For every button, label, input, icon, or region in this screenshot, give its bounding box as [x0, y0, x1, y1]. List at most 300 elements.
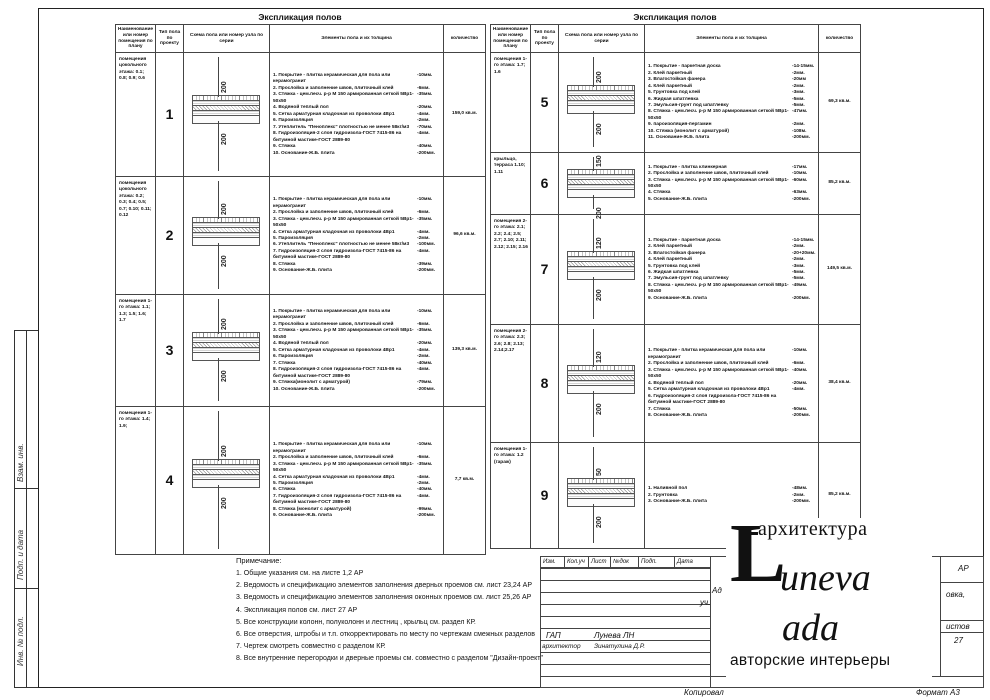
dimension-top: 150 — [596, 155, 603, 167]
layer-thickness: -20мм — [792, 77, 807, 83]
rev-col-header: Изм. — [541, 557, 565, 568]
dimension-top: 200 — [221, 445, 228, 457]
dimension-line — [218, 121, 219, 171]
layer-name: 6. Пароизоляция — [273, 118, 313, 124]
layer-name: 3. Влагостойкая фанера — [648, 77, 706, 83]
floor-layers-cell — [645, 215, 819, 325]
layer-thickness: -35мм. — [417, 461, 433, 467]
floor-layers-cell — [645, 53, 819, 153]
rev-col-header: Кол.уч — [565, 557, 589, 568]
layer-name: 2. Прослойка и заполнение швов, плиточный клей — [273, 85, 394, 91]
architect-name: Зинатулина Д.Р. — [594, 643, 646, 650]
dimension-line — [593, 329, 594, 367]
slab-band — [567, 385, 635, 394]
layer-name: 7. Эмульсия-грунт под шпатлевку — [648, 276, 729, 282]
note-item: 5. Все конструкции колонн, полуколонн и лестниц , крыльц см. раздел КР. — [236, 618, 476, 626]
layer-name: 5. Пароизоляция — [273, 236, 313, 241]
dimension-line — [593, 111, 594, 147]
layer-thickness: -14-15мм. — [792, 237, 815, 243]
layer-item — [648, 394, 816, 407]
slab-band — [567, 498, 635, 507]
address-partial-2: уч. — [700, 598, 711, 607]
layer-thickness: -200мм. — [792, 135, 811, 141]
table-row — [116, 407, 486, 555]
architect-label: архитектор — [542, 643, 581, 650]
note-item: 3. Ведомость и спецификацию элементов заполнения оконных проемов см. лист 25,26 АР — [236, 594, 532, 602]
floor-layers-cell — [270, 407, 444, 555]
gap-label: ГАП — [546, 631, 561, 640]
layer-thickness: -2мм. — [792, 244, 805, 250]
floor-type-cell: 4 — [156, 407, 184, 555]
dimension-line — [218, 299, 219, 334]
layer-thickness: -3мм. — [792, 90, 805, 96]
table-header-cell: Тип пола по проекту — [156, 25, 184, 53]
floor-layers-cell — [270, 295, 444, 407]
quantity-cell: 96,6 кв.м. — [444, 177, 486, 295]
slab-band — [567, 189, 635, 198]
layer-thickness: -60мм. — [792, 177, 808, 183]
layer-item — [648, 348, 816, 361]
table-row — [116, 295, 486, 407]
title-block-rev-table — [540, 556, 711, 568]
quantity-cell: 38,4 кв.м. — [819, 325, 861, 443]
layer-name: 1. Наливной пол — [648, 486, 688, 492]
layer-thickness: -2мм. — [417, 354, 430, 360]
floor-scheme-cell — [184, 407, 270, 555]
layer-name: 4. Водяной теплый пол — [273, 105, 329, 111]
layer-item — [648, 296, 816, 302]
layer-name: 6. Пароизоляция — [273, 354, 313, 360]
layer-name: 3. Стяжка - цем.песч. р-р М 150 армированная сеткой 5Вр1-50х50 — [273, 328, 414, 340]
floor-type-cell: 7 — [531, 215, 559, 325]
dimension-line — [218, 181, 219, 219]
layer-thickness: -20+20мм. — [792, 250, 816, 256]
layer-item — [273, 92, 441, 105]
dimension-bottom: 200 — [221, 255, 228, 267]
layer-thickness: -10мм. — [417, 72, 433, 78]
table-header-cell: Тип пола по проекту — [531, 25, 559, 53]
layer-name: 3. Стяжка - цем.песч. р-р М 150 армированная сеткой 5Вр1-50х50 — [273, 216, 414, 229]
layer-thickness: -3мм. — [792, 263, 805, 269]
floor-scheme-cell — [559, 443, 645, 549]
sheet-number: 27 — [954, 636, 963, 645]
floor-layers-cell — [645, 325, 819, 443]
notes-heading: Примечание: — [236, 556, 282, 565]
layer-item — [648, 413, 816, 419]
dimension-bottom: 200 — [596, 289, 603, 301]
floor-layer-diagram — [192, 217, 260, 246]
table-header-cell: Схема пола или номер узла по серии — [559, 25, 645, 53]
layer-item — [648, 178, 816, 191]
dimension-top: 120 — [596, 351, 603, 363]
note-item: 1. Общие указания см. на листе 1,2 АР — [236, 570, 364, 577]
note-item: 4. Экспликация полов см. лист 27 АР — [236, 606, 358, 614]
note-item: 7. Чертеж смотреть совместно с разделом КР. — [236, 643, 386, 651]
layer-name: 8. Гидроизоляция-2 слоя гидроизола-ГОСТ 7415-86 на битумной мастике-ГОСТ 2889-80 — [273, 131, 402, 143]
dimension-line — [593, 157, 594, 171]
layer-item — [273, 217, 441, 230]
dimension-line — [218, 358, 219, 401]
layer-name: 5. Сетка арматурная кладочная из проволоки 4Вр1 — [273, 111, 395, 117]
layer-thickness: -20мм. — [792, 380, 808, 386]
table-header-row — [491, 25, 861, 53]
layer-thickness: -2мм. — [792, 122, 805, 128]
room-cell: помещения цокольного этажа: 0.1; 0.8; 0.9; 0.6 — [116, 53, 156, 177]
layer-name: 5. Основание-Ж.Б. плита — [648, 196, 707, 202]
layer-name: 9. Стяжка — [273, 144, 296, 150]
table-header-cell: Наименование или номер помещения по плану — [491, 25, 531, 53]
dimension-top: 50 — [596, 468, 603, 476]
layer-thickness: -200мм. — [417, 513, 436, 519]
layer-thickness: -2мм. — [417, 236, 430, 241]
floor-type-cell: 8 — [531, 325, 559, 443]
layer-thickness: -4мм. — [417, 131, 430, 137]
room-cell: помещения 1-го этажа: 1.7; 1.6 — [491, 53, 531, 153]
layer-name: 4. Водяной теплый пол — [648, 380, 704, 386]
quantity-cell: 7,7 кв.м. — [444, 407, 486, 555]
floor-type-cell: 3 — [156, 295, 184, 407]
layer-name: 3. Стяжка - цем.песч. р-р М 150 армированная сеткой 5Вр1-50х50 — [648, 177, 789, 189]
address-partial: Ад — [712, 586, 722, 595]
quantity-cell: 85,2 кв.м. — [819, 153, 861, 215]
table-header-cell: Элементы пола и их толщина — [270, 25, 444, 53]
quantity-cell: 85,2 кв.м. — [819, 443, 861, 549]
floor-layers-cell — [270, 177, 444, 295]
dimension-line — [593, 277, 594, 319]
layer-name: 9. Основание-Ж.Б. плита — [648, 295, 707, 301]
dimension-top: 200 — [221, 81, 228, 93]
left-table-title: Экспликация полов — [258, 12, 342, 22]
floor-type-cell: 6 — [531, 153, 559, 215]
object-partial: овка, — [946, 590, 966, 599]
layer-thickness: -10мм. — [792, 348, 808, 354]
table-header-cell: количество — [819, 25, 861, 53]
inv-podl-label: Инв. № подл. — [16, 616, 25, 666]
floor-scheme-cell — [559, 325, 645, 443]
layer-name: 5. Сетка арматурная кладочная из проволоки 4Вр1 — [648, 387, 770, 393]
layer-thickness: -5мм. — [792, 96, 805, 102]
dimension-line — [593, 504, 594, 543]
layer-name: 1. Покрытие - плитка керамическая для пола или керамогранит — [273, 308, 391, 321]
layer-thickness: -108м. — [792, 128, 807, 134]
layer-name: 2. Прослойка и заполнение швов, плиточный клей — [273, 321, 394, 327]
layer-thickness: -39мм. — [417, 261, 433, 267]
layer-thickness: -100мм. — [417, 242, 436, 248]
layer-item — [648, 368, 816, 381]
layer-name: 4. Клей паркетный — [648, 257, 692, 263]
dimension-top: 120 — [596, 237, 603, 249]
layer-thickness: -4мм. — [417, 474, 430, 480]
layer-thickness: -2мм. — [792, 257, 805, 263]
dimension-top: 200 — [221, 203, 228, 215]
layer-name: 7. Утеплитель "Пеноплекс" плотностью не менее 58кг/м3 — [273, 124, 410, 130]
layer-name: 1. Покрытие - плитка керамическая для пола или керамогранит — [273, 72, 391, 85]
layer-item — [273, 387, 441, 393]
layer-thickness: -35мм. — [417, 328, 433, 334]
logo-bottom-text: авторские интерьеры — [730, 652, 891, 669]
layer-thickness: -6мм. — [417, 210, 430, 216]
right-floor-table — [490, 24, 861, 549]
layer-item — [648, 109, 816, 122]
layer-thickness: -70мм. — [417, 124, 433, 130]
layer-name: 4. Водяной теплый пол — [273, 341, 329, 347]
table-row — [491, 53, 861, 153]
table-header-row — [116, 25, 486, 53]
layer-item — [273, 367, 441, 380]
layer-thickness: -48мм. — [792, 486, 808, 492]
slab-band — [192, 479, 260, 488]
layer-item — [273, 197, 441, 210]
layer-thickness — [792, 394, 816, 407]
layer-name: 8. Стяжка - цем.песч. р-р М 150 армированная сеткой 5Вр1-50х50 — [648, 109, 789, 121]
table-row — [116, 53, 486, 177]
floor-scheme-cell — [559, 215, 645, 325]
left-floor-table — [115, 24, 486, 555]
layer-name: 3. Влагостойкая фанера — [648, 250, 706, 256]
layer-thickness: -200мм. — [417, 386, 436, 392]
code-partial: АР — [958, 564, 969, 573]
layer-item — [273, 268, 441, 274]
slab-band — [192, 115, 260, 124]
layer-name: 3. Стяжка - цем.песч. р-р М 150 армированная сеткой 5Вр1-50х50 — [273, 461, 414, 474]
layer-name: 1. Покрытие - плитка керамическая для пола или керамогранит — [273, 197, 391, 209]
layer-thickness: -2мм. — [792, 70, 805, 76]
layer-item — [273, 328, 441, 341]
layer-thickness: -40мм. — [417, 144, 433, 150]
room-cell: помещения 1-го этажа: 1.1; 1.3; 1.5; 1.6; 1.7 — [116, 295, 156, 407]
floor-layer-diagram — [567, 85, 635, 114]
room-cell: крыльцо, терраса 1.10; 1.11 — [491, 153, 531, 215]
layer-name: 8. Стяжка - цем.песч. р-р М 150 армированная сеткой 5Вр1-50х50 — [648, 282, 789, 295]
dimension-line — [593, 57, 594, 87]
layer-item — [273, 513, 441, 519]
layer-name: 1. Покрытие - плитка керамическая для пола или керамогранит — [273, 442, 391, 454]
layer-thickness: -5мм. — [792, 270, 805, 275]
floor-layer-diagram — [567, 251, 635, 280]
layer-thickness: -10мм. — [417, 308, 433, 314]
layer-name: 6. Жидкая шпатлевка — [648, 270, 699, 275]
layer-thickness: -6мм. — [417, 85, 430, 91]
layer-thickness: -5мм. — [792, 276, 805, 282]
gap-name: Лунева ЛН — [594, 631, 635, 640]
room-cell: помещения 2-го этажа: 2.3; 2.6; 2.8; 2.13; 2.14;2.17 — [491, 325, 531, 443]
floor-layer-diagram — [192, 459, 260, 488]
floor-scheme-cell — [184, 295, 270, 407]
layer-thickness: -20мм. — [417, 105, 433, 111]
layer-name: 8. Гидроизоляция-2 слоя гидроизола-ГОСТ 7415-86 на битумной мастике-ГОСТ 2889-80 — [273, 367, 402, 379]
rev-col-header: Дата — [675, 557, 711, 568]
dimension-line — [218, 57, 219, 97]
layer-name: 3. Основание-Ж.Б. плита — [648, 499, 707, 505]
logo-name-line1: uneva — [780, 557, 871, 599]
layer-thickness: -4мм. — [417, 111, 430, 117]
note-item: 2. Ведомость и спецификацию элементов заполнения дверных проемов см. лист 23,24 АР — [236, 582, 532, 590]
podp-data-label: Подп. и дата — [16, 529, 25, 580]
quantity-cell: 69,3 кв.м. — [819, 53, 861, 153]
note-item: 8. Все внутренние перегородки и дверные проемы см. совместно с разделом "Дизайн-проект" — [236, 655, 543, 663]
layer-name: 10. Основание-Ж.Б. плита — [273, 150, 335, 156]
room-cell: помещения 2-го этажа: 2.1; 2.2; 2.4; 2.5; 2.7; 2.10; 2.11; 2.12; 2.15; 2.16 — [491, 215, 531, 325]
layer-name: 2. Прослойка и заполнение швов, плиточный клей — [648, 361, 769, 367]
layer-thickness: -200мм. — [417, 150, 436, 156]
layer-item — [273, 442, 441, 455]
layer-name: 2. Клей паркетный — [648, 244, 692, 250]
layer-thickness: -6мм. — [417, 321, 430, 327]
layer-item — [273, 131, 441, 144]
layer-thickness: -14-15мм. — [792, 64, 815, 70]
layer-name: 9. Стяжка(монолит с арматурой) — [273, 380, 350, 386]
layer-name: 7. Эмульсия-грунт под шпатлевку — [648, 103, 729, 108]
layer-thickness: -35мм. — [417, 216, 433, 222]
layer-thickness: -4мм. — [792, 387, 805, 393]
layer-thickness: -200мм. — [792, 413, 811, 419]
floor-layer-diagram — [567, 365, 635, 394]
floor-type-cell: 1 — [156, 53, 184, 177]
layer-name: 3. Стяжка - цем.песч. р-р М 150 армированная сеткой 5Вр1-50х50 — [648, 367, 789, 380]
floor-layers-cell — [645, 153, 819, 215]
table-row — [491, 325, 861, 443]
dimension-bottom: 200 — [221, 370, 228, 382]
layer-thickness: -40мм. — [792, 367, 808, 373]
layer-name: 8. Основание-Ж.Б. плита — [648, 413, 707, 419]
dimension-line — [593, 219, 594, 253]
slab-band — [192, 237, 260, 246]
layer-thickness: -20мм. — [417, 341, 433, 347]
dimension-bottom: 200 — [596, 207, 603, 219]
layer-name: 7. Стяжка — [273, 360, 296, 366]
layer-thickness: -200мм. — [792, 196, 811, 202]
layer-thickness: -47мм. — [792, 109, 808, 115]
dimension-line — [218, 411, 219, 461]
layer-item — [273, 151, 441, 157]
layer-name: 2. Прослойка и заполнение швов, плиточный клей — [648, 171, 769, 177]
right-table-title: Экспликация полов — [633, 12, 717, 22]
dimension-bottom: 200 — [221, 133, 228, 145]
layer-thickness: -63мм. — [792, 190, 808, 196]
table-header-cell: количество — [444, 25, 486, 53]
layer-thickness: -17мм. — [792, 164, 808, 170]
layer-thickness: -40мм. — [417, 360, 433, 366]
layer-thickness: -79мм. — [417, 380, 433, 386]
layer-name: 6. Жидкая шпатлевка — [648, 96, 699, 102]
layer-thickness: -200мм. — [417, 268, 436, 274]
layer-name: 2. Прослойка и заполнение швов, плиточный клей — [273, 210, 394, 216]
layer-name: 8. Стяжка — [273, 261, 296, 267]
format-label: Формат А3 — [916, 688, 960, 697]
layer-item — [648, 135, 816, 141]
table-header-cell: Наименование или номер помещения по плану — [116, 25, 156, 53]
layer-name: 2. Клей паркетный — [648, 70, 692, 76]
table-header-cell: Схема пола или номер узла по серии — [184, 25, 270, 53]
studio-logo — [726, 507, 932, 678]
floor-type-cell: 2 — [156, 177, 184, 295]
room-cell: помещения 1-го этажа: 1.2 (гараж) — [491, 443, 531, 549]
layer-thickness: -5мм. — [792, 103, 805, 108]
vzam-inv-label: Взам. инв. — [16, 443, 25, 482]
layer-thickness: -10мм. — [792, 171, 808, 177]
floor-layer-diagram — [567, 478, 635, 507]
layer-name: 4. Клей паркетный — [648, 83, 692, 89]
layer-name: 4. Стяжка — [648, 190, 671, 196]
floor-scheme-cell — [559, 153, 645, 219]
layer-name: 5. Сетка арматурная кладочная из проволоки 4Вр1 — [273, 347, 395, 353]
layer-name: 6. Гидроизоляция-2 слоя гидроизола-ГОСТ 7415-86 на битумной мастике-ГОСТ 2889-80 — [648, 393, 777, 406]
layer-name: 10. Стяжка (монолит с арматурой) — [648, 128, 729, 134]
layer-item — [648, 197, 816, 203]
layer-name: 1. Покрытие - паркетная доска — [648, 64, 721, 70]
floor-layer-diagram — [567, 169, 635, 198]
room-cell: помещения цокольного этажа: 0.2; 0.3; 0.4; 0.5; 0.7; 0.10; 0.11; 0.12 — [116, 177, 156, 295]
layer-name: 8. Стяжка (монолит с арматурой) — [273, 506, 352, 512]
layer-item — [273, 494, 441, 507]
layer-name: 7. Гидроизоляция-2 слоя гидроизола-ГОСТ 7415-86 на битумной мастике-ГОСТ 2889-80 — [273, 248, 402, 261]
table-row — [116, 177, 486, 295]
dimension-bottom: 200 — [596, 123, 603, 135]
layer-thickness: -4мм. — [417, 347, 430, 353]
layer-name: 5. Грунтовка под клей — [648, 90, 701, 96]
layer-name: 5. Грунтовка под клей — [648, 263, 701, 269]
notes-block — [236, 556, 543, 666]
layer-name: 2. Прослойка и заполнение швов, плиточный клей — [273, 455, 394, 461]
layer-item — [273, 309, 441, 322]
layer-thickness: -2мм. — [792, 492, 805, 498]
dimension-line — [218, 243, 219, 289]
layer-name: 4. Сетка арматурная кладочная из проволоки 4Вр1 — [273, 229, 395, 235]
dimension-line — [218, 485, 219, 549]
layer-thickness: -10мм. — [417, 197, 433, 203]
layer-name: 11. Основание-Ж.Б. плита — [648, 135, 710, 141]
layer-thickness: -4мм. — [417, 493, 430, 499]
rev-col-header: Подп. — [639, 557, 675, 568]
table-row — [491, 153, 861, 215]
layer-name: 6. Утеплитель "Пеноплекс" плотностью не менее 58кг/м3 — [273, 242, 410, 248]
binding-strip-divider — [26, 330, 27, 688]
dimension-top: 200 — [221, 318, 228, 330]
layer-item — [273, 249, 441, 262]
layer-name: 9. пароизоляция-пергамин — [648, 122, 712, 128]
note-item: 6. Все отверстия, штробы и т.п. откорректировать по месту по чертежам смежных разделов — [236, 631, 536, 639]
logo-big-l-icon: L — [730, 507, 787, 600]
layer-item — [648, 283, 816, 296]
quantity-cell: 159,0 кв.м. — [444, 53, 486, 177]
layer-thickness: -40мм. — [417, 487, 433, 493]
layer-name: 7. Стяжка — [648, 406, 671, 412]
layer-name: 4. Сетка арматурная кладочная из проволоки 4Вр1 — [273, 474, 395, 480]
slab-band — [192, 352, 260, 361]
dimension-bottom: 200 — [596, 403, 603, 415]
floor-scheme-cell — [184, 177, 270, 295]
layer-thickness: -99мм. — [417, 506, 433, 512]
layer-name: 7. Гидроизоляция-2 слоя гидроизола-ГОСТ 7415-86 на битумной мастике-ГОСТ 2889-80 — [273, 493, 402, 506]
slab-band — [567, 271, 635, 280]
floor-layer-diagram — [192, 332, 260, 361]
room-cell: помещения 1-го этажа: 1.4; 1.9; — [116, 407, 156, 555]
layer-thickness: -4мм. — [417, 229, 430, 235]
layer-item — [273, 73, 441, 86]
layer-name: 9. Основание-Ж.Б. плита — [273, 513, 332, 519]
floor-type-cell: 5 — [531, 53, 559, 153]
logo-name-line2: ada — [782, 607, 839, 649]
layer-name: 9. Основание-Ж.Б. плита — [273, 268, 332, 274]
layer-thickness: -200мм. — [792, 295, 811, 301]
table-row — [491, 215, 861, 325]
layer-name: 6. Стяжка — [273, 487, 296, 493]
layer-thickness: -6мм. — [792, 361, 805, 367]
rev-col-header: №док — [611, 557, 639, 568]
layer-item — [648, 499, 816, 505]
logo-top-text: архитектура — [758, 518, 868, 540]
layer-thickness: -2мм. — [792, 83, 805, 89]
